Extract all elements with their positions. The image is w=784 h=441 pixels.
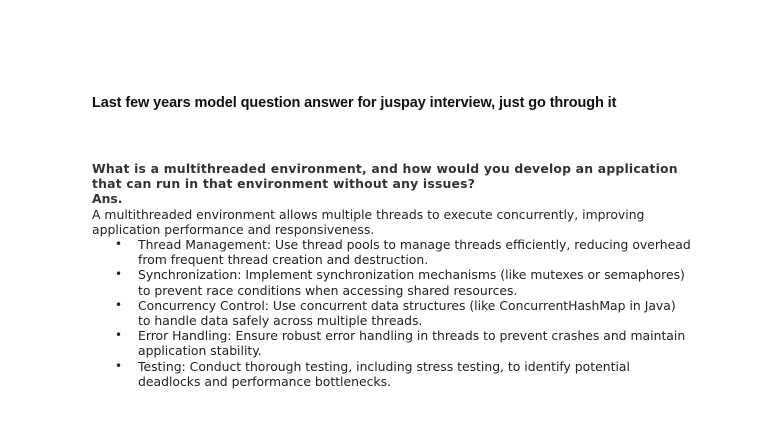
list-item — [92, 267, 692, 297]
document-title: Last few years model question answer for juspay interview, just go through it — [92, 95, 617, 111]
bullet-icon: • — [115, 267, 123, 282]
answer-intro: A multithreaded environment allows multiple threads to execute concurrently, improving application performance and responsiveness. — [92, 206, 645, 237]
list-item — [92, 328, 692, 358]
question-text: What is a multithreaded environment, and how would you develop an application that can run in that environment without any issues? — [92, 161, 678, 192]
point-text: Thread Management: Use thread pools to manage threads efficiently, reducing overhead from frequent thread creation and destruction. — [138, 237, 691, 268]
bullet-icon: • — [115, 237, 123, 252]
qa-content — [92, 161, 692, 389]
list-item — [92, 237, 692, 267]
bullet-icon: • — [115, 328, 123, 343]
bullet-icon: • — [115, 297, 123, 312]
list-item — [92, 298, 692, 328]
point-text: Error Handling: Ensure robust error handling in threads to prevent crashes and maintain application stability. — [138, 328, 686, 359]
bullet-icon: • — [115, 358, 123, 373]
point-text: Testing: Conduct thorough testing, including stress testing, to identify potential deadlocks and performance bottlenecks. — [138, 358, 630, 389]
point-text: Concurrency Control: Use concurrent data structures (like ConcurrentHashMap in Java) to handle data safely across multiple threads. — [138, 297, 676, 329]
point-text: Synchronization: Implement synchronization mechanisms (like mutexes or semaphores) to prevent race conditions when accessing shared resources. — [138, 267, 685, 298]
list-item — [92, 359, 692, 389]
answer-label: Ans. — [92, 191, 123, 207]
answer-points-list — [92, 237, 692, 389]
